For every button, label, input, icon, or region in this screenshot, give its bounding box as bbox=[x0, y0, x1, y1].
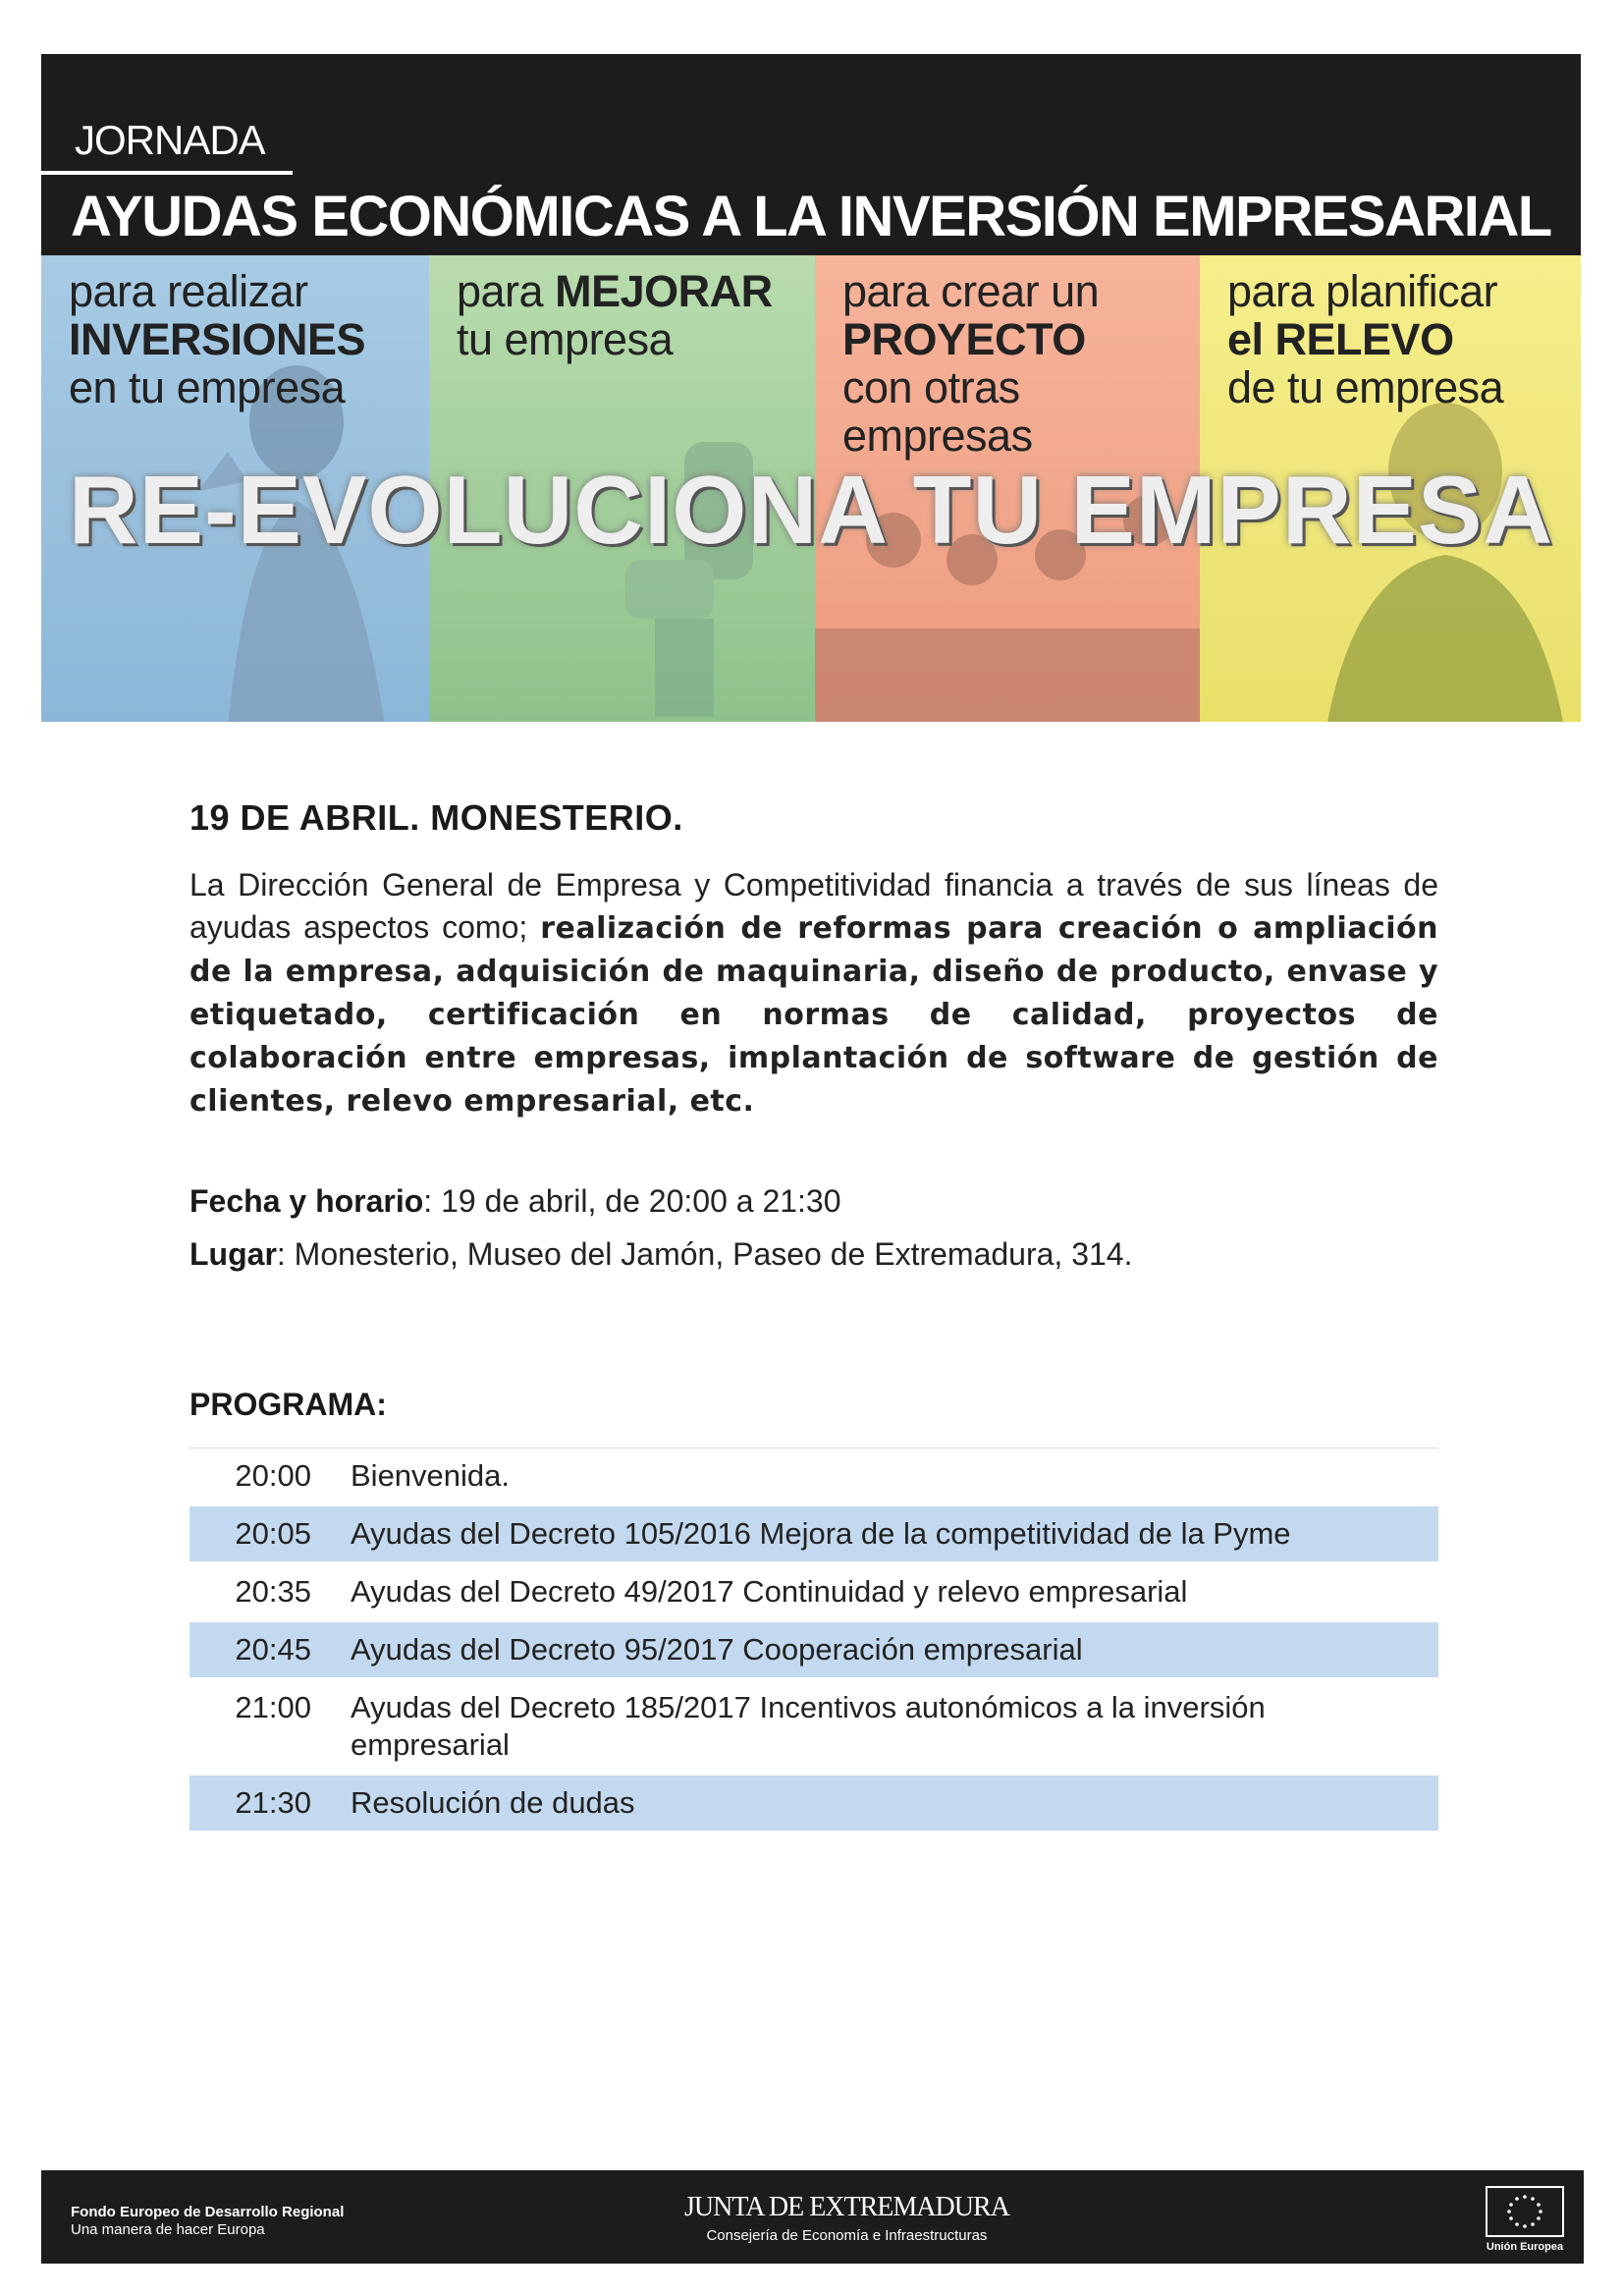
intro-bold: realización de reformas para creación o ampliación de la empresa, adquisición de maquinaria, diseño de producto, envase y etiquetado, certificación en normas de calidad, proyectos de colaboración entre empresas, implantación de software de gestión de clientes, relevo empresarial, etc. bbox=[189, 911, 1439, 1119]
program-desc: Ayudas del Decreto 105/2016 Mejora de la competitividad de la Pyme bbox=[351, 1516, 1291, 1551]
program-row bbox=[189, 1449, 1438, 1503]
panel-3-line-1: para crear un bbox=[842, 266, 1100, 316]
event-content bbox=[189, 797, 1439, 1820]
panel-2-bold: MEJORAR bbox=[555, 266, 773, 316]
program-time: 21:00 bbox=[235, 1690, 311, 1724]
program-row bbox=[189, 1503, 1438, 1561]
junta-name: JUNTA DE EXTREMADURA bbox=[684, 2192, 1009, 2222]
program-time: 20:35 bbox=[235, 1574, 311, 1609]
program-label: PROGRAMA: bbox=[189, 1387, 387, 1422]
jornada-label: JORNADA bbox=[75, 117, 265, 163]
panel-1-line-1: para realizar bbox=[69, 266, 308, 316]
panel-3-line-2: PROYECTO bbox=[842, 314, 1086, 364]
fund-motto: Una manera de hacer Europa bbox=[71, 2221, 265, 2238]
intro-paragraph bbox=[189, 864, 1438, 1122]
program-desc: Ayudas del Decreto 185/2017 Incentivos autonómicos a la inversión empresarial bbox=[351, 1690, 1266, 1762]
fund-name: Fondo Europeo de Desarrollo Regional bbox=[71, 2204, 345, 2220]
program-desc: Bienvenida. bbox=[351, 1458, 511, 1493]
date-label: Fecha y horario bbox=[189, 1183, 424, 1219]
date-value: : 19 de abril, de 20:00 a 21:30 bbox=[423, 1183, 841, 1219]
panel-2-line-1: para bbox=[457, 266, 544, 316]
panel-1-line-3: en tu empresa bbox=[69, 362, 346, 412]
eu-flag-icon bbox=[1486, 2186, 1564, 2237]
eu-stars-icon bbox=[1488, 2188, 1562, 2235]
panel-2-line-2: tu empresa bbox=[457, 314, 674, 364]
program-time: 20:00 bbox=[235, 1458, 311, 1493]
program-desc: Ayudas del Decreto 49/2017 Continuidad y relevo empresarial bbox=[351, 1574, 1188, 1609]
program-time: 21:30 bbox=[235, 1785, 311, 1820]
panel-3-line-4: empresas bbox=[842, 410, 1033, 461]
place-value: : Monesterio, Museo del Jamón, Paseo de Extremadura, 314. bbox=[276, 1236, 1133, 1272]
program-table bbox=[189, 1448, 1438, 1831]
panel-1-text bbox=[69, 267, 365, 411]
program-row bbox=[189, 1619, 1438, 1677]
panel-4-line-1: para planificar bbox=[1227, 266, 1498, 316]
program-row bbox=[189, 1773, 1438, 1831]
feder-logo-text bbox=[71, 2204, 344, 2239]
program-row bbox=[189, 1561, 1438, 1619]
place-line bbox=[189, 1233, 1132, 1275]
header-banner bbox=[41, 54, 1581, 722]
eu-label: Unión Europea bbox=[1486, 2241, 1564, 2253]
footer-band bbox=[41, 2170, 1584, 2264]
event-heading: 19 DE ABRIL. MONESTERIO. bbox=[189, 797, 683, 838]
date-line bbox=[189, 1180, 841, 1222]
eu-logo bbox=[1483, 2186, 1567, 2253]
program-desc: Resolución de dudas bbox=[351, 1785, 635, 1820]
panel-4-line-3: de tu empresa bbox=[1227, 362, 1504, 412]
panel-3-text bbox=[842, 267, 1099, 460]
panel-2-text bbox=[457, 267, 773, 363]
program-time: 20:05 bbox=[235, 1516, 311, 1551]
banner-title-band bbox=[41, 54, 1581, 255]
panel-3-line-3: con otras bbox=[842, 362, 1020, 412]
program-time: 20:45 bbox=[235, 1632, 311, 1667]
banner-title: AYUDAS ECONÓMICAS A LA INVERSIÓN EMPRESARIAL bbox=[71, 185, 1551, 248]
intro-plain: La Dirección General de Empresa y Competitividad financia a través de sus líneas de ayudas aspectos como; bbox=[189, 867, 1438, 945]
panel-4-text bbox=[1227, 267, 1503, 411]
jornada-underline bbox=[41, 171, 293, 175]
panel-4-pre: el bbox=[1227, 314, 1264, 364]
panel-4-bold: RELEVO bbox=[1274, 314, 1454, 364]
slogan: RE-EVOLUCIONA TU EMPRESA bbox=[68, 456, 1554, 564]
consejeria-name: Consejería de Economía e Infraestructuras bbox=[706, 2227, 988, 2244]
program-desc: Ayudas del Decreto 95/2017 Cooperación empresarial bbox=[351, 1632, 1083, 1667]
panel-1-line-2: INVERSIONES bbox=[69, 314, 366, 364]
junta-logo bbox=[684, 2192, 1009, 2244]
program-row bbox=[189, 1677, 1438, 1773]
place-label: Lugar bbox=[189, 1236, 277, 1272]
